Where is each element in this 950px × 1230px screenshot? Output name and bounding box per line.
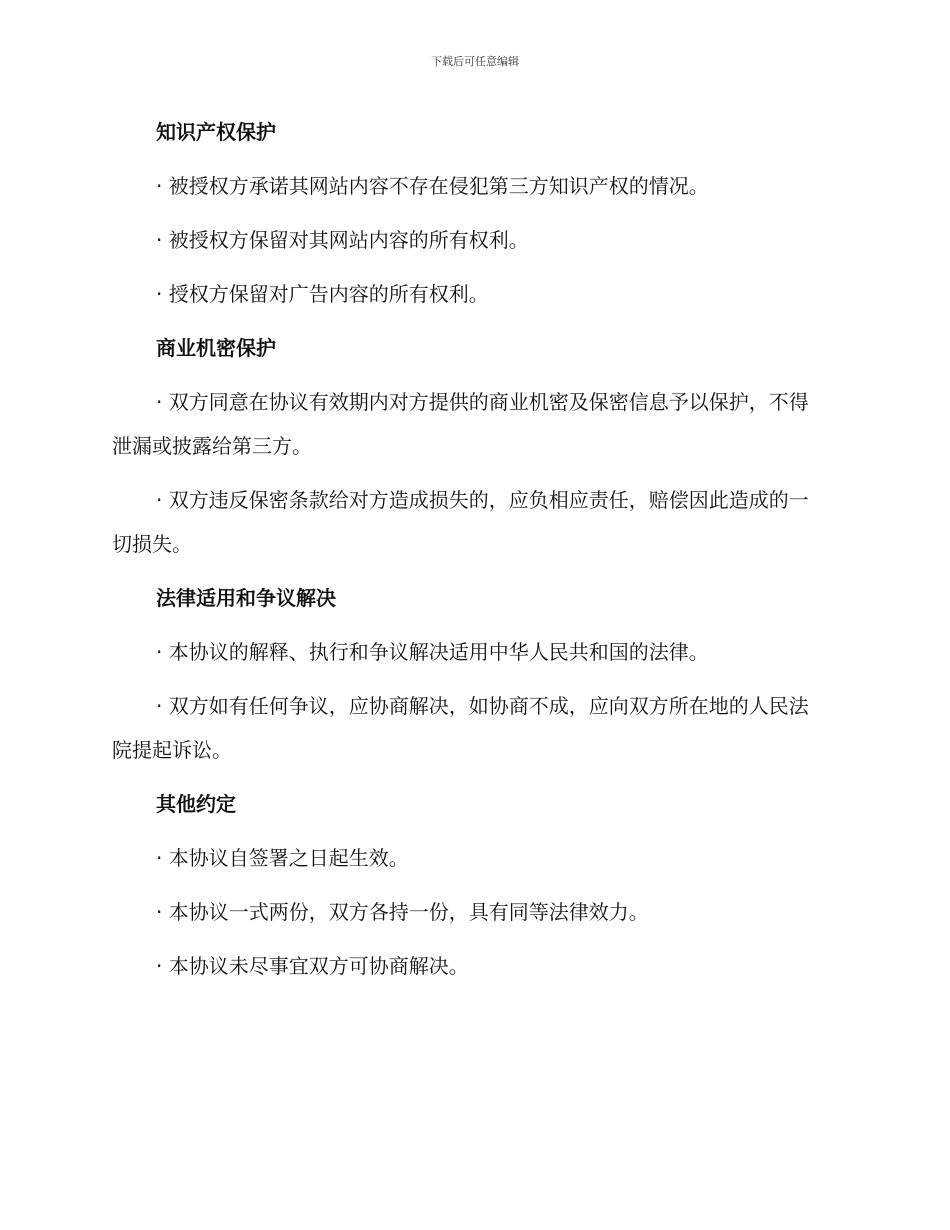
clause-item: · 被授权方承诺其网站内容不存在侵犯第三方知识产权的情况。 bbox=[156, 174, 709, 198]
section-intellectual-property bbox=[112, 110, 824, 316]
clause-item: · 双方同意在协议有效期内对方提供的商业机密及保密信息予以保护，不得泄漏或披露给第三方。 bbox=[112, 390, 809, 458]
clause-item: · 本协议自签署之日起生效。 bbox=[156, 846, 409, 870]
section-heading: 商业机密保护 bbox=[156, 336, 276, 360]
header-note: 下载后可任意编辑 bbox=[431, 55, 519, 68]
section-other-terms bbox=[112, 782, 824, 988]
clause-item: · 双方违反保密条款给对方造成损失的，应负相应责任，赔偿因此造成的一切损失。 bbox=[112, 488, 809, 556]
document-body bbox=[112, 110, 824, 998]
clause-item: · 本协议一式两份，双方各持一份，具有同等法律效力。 bbox=[156, 900, 649, 924]
clause-item: · 本协议的解释、执行和争议解决适用中华人民共和国的法律。 bbox=[156, 640, 709, 664]
clause-item: · 双方如有任何争议，应协商解决，如协商不成，应向双方所在地的人民法院提起诉讼。 bbox=[112, 694, 809, 762]
clause-item: · 本协议未尽事宜双方可协商解决。 bbox=[156, 954, 469, 978]
section-heading: 知识产权保护 bbox=[156, 120, 276, 144]
section-trade-secrets bbox=[112, 326, 824, 566]
section-heading: 其他约定 bbox=[156, 792, 236, 816]
section-heading: 法律适用和争议解决 bbox=[156, 586, 336, 610]
section-governing-law bbox=[112, 576, 824, 772]
clause-item: · 被授权方保留对其网站内容的所有权利。 bbox=[156, 228, 529, 252]
clause-item: · 授权方保留对广告内容的所有权利。 bbox=[156, 282, 489, 306]
